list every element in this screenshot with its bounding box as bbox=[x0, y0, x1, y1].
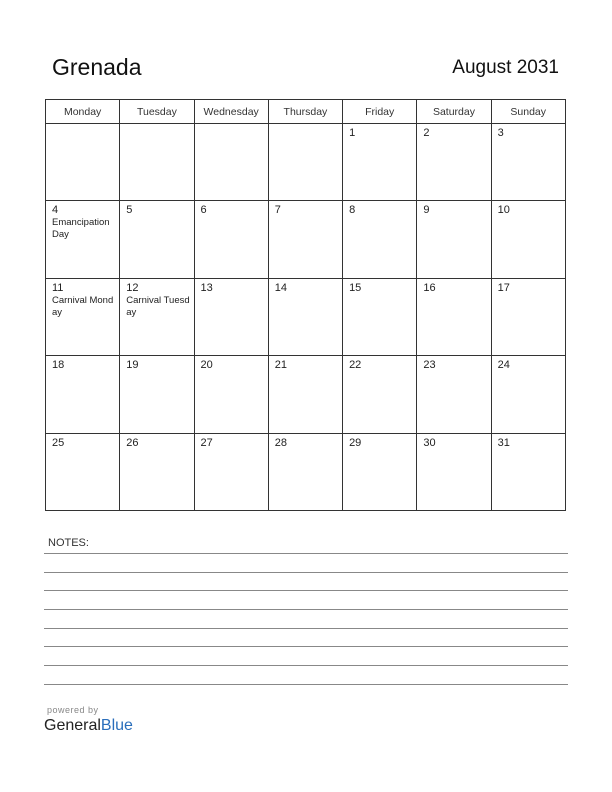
day-number: 26 bbox=[126, 436, 139, 449]
note-line bbox=[44, 646, 568, 647]
day-cell bbox=[120, 201, 194, 278]
day-cell bbox=[195, 356, 269, 433]
day-number: 24 bbox=[497, 359, 510, 372]
day-cell bbox=[417, 356, 491, 433]
note-line bbox=[44, 590, 568, 591]
day-cell bbox=[120, 434, 194, 511]
day-number: 8 bbox=[349, 204, 356, 217]
day-number: 4 bbox=[52, 204, 59, 217]
weekday-friday: Friday bbox=[343, 100, 417, 124]
day-cell bbox=[269, 356, 343, 433]
note-line bbox=[44, 553, 568, 554]
note-line bbox=[44, 609, 568, 610]
weekday-header-row bbox=[46, 100, 566, 124]
brand-logo bbox=[44, 717, 133, 735]
powered-by-text: powered by bbox=[47, 705, 99, 715]
day-cell bbox=[492, 124, 566, 201]
day-number: 6 bbox=[200, 204, 207, 217]
note-line bbox=[44, 572, 568, 573]
day-number: 2 bbox=[423, 127, 430, 139]
day-cell bbox=[46, 356, 120, 433]
day-cell bbox=[343, 201, 417, 278]
day-cell bbox=[269, 279, 343, 356]
day-cell bbox=[417, 279, 491, 356]
day-number: 18 bbox=[52, 359, 65, 372]
week-row bbox=[46, 201, 566, 278]
week-row bbox=[46, 434, 566, 511]
day-number: 22 bbox=[349, 359, 362, 372]
holiday-label: Emancipation Day bbox=[52, 217, 110, 241]
note-line bbox=[44, 684, 568, 685]
day-number: 19 bbox=[126, 359, 139, 372]
week-row bbox=[46, 356, 566, 433]
day-cell bbox=[417, 434, 491, 511]
calendar-grid bbox=[45, 99, 566, 511]
day-number: 30 bbox=[423, 436, 436, 449]
weekday-tuesday: Tuesday bbox=[120, 100, 194, 124]
day-cell bbox=[46, 434, 120, 511]
day-number: 12 bbox=[126, 281, 139, 294]
day-cell bbox=[46, 279, 120, 356]
day-number: 28 bbox=[274, 436, 288, 449]
holiday-label: Carnival Monday bbox=[52, 294, 114, 318]
day-number: 7 bbox=[274, 204, 281, 217]
week-row bbox=[46, 124, 566, 201]
day-cell bbox=[46, 124, 120, 201]
day-number: 25 bbox=[52, 436, 65, 449]
day-cell bbox=[492, 434, 566, 511]
day-number: 11 bbox=[52, 281, 64, 294]
day-cell bbox=[195, 279, 269, 356]
note-line bbox=[44, 665, 568, 666]
day-cell bbox=[343, 356, 417, 433]
day-cell bbox=[269, 124, 343, 201]
day-cell bbox=[492, 356, 566, 433]
day-number: 29 bbox=[349, 436, 362, 449]
day-cell bbox=[343, 124, 417, 201]
month-year: August 2031 bbox=[452, 57, 559, 78]
day-cell bbox=[269, 201, 343, 278]
day-cell bbox=[492, 279, 566, 356]
day-cell bbox=[195, 434, 269, 511]
day-number: 16 bbox=[423, 281, 436, 294]
day-cell bbox=[120, 124, 194, 201]
weekday-thursday: Thursday bbox=[269, 100, 343, 124]
day-number: 9 bbox=[423, 204, 430, 217]
day-number: 21 bbox=[274, 359, 288, 372]
brand-part-blue: Blue bbox=[100, 717, 133, 734]
day-number: 14 bbox=[274, 281, 288, 294]
weekday-saturday: Saturday bbox=[417, 100, 491, 124]
day-number: 17 bbox=[497, 281, 510, 294]
notes-label: NOTES: bbox=[48, 537, 89, 549]
note-line bbox=[44, 628, 568, 629]
day-cell bbox=[195, 124, 269, 201]
day-number: 10 bbox=[497, 204, 510, 217]
day-number: 31 bbox=[497, 436, 510, 449]
day-number: 13 bbox=[200, 281, 213, 294]
day-number: 23 bbox=[423, 359, 436, 372]
day-cell bbox=[417, 201, 491, 278]
day-number: 20 bbox=[200, 359, 213, 372]
day-number: 15 bbox=[349, 281, 362, 294]
day-number: 5 bbox=[126, 204, 133, 217]
day-cell bbox=[343, 279, 417, 356]
day-cell bbox=[417, 124, 491, 201]
weekday-monday: Monday bbox=[46, 100, 120, 124]
day-cell bbox=[492, 201, 566, 278]
day-cell bbox=[120, 279, 194, 356]
day-cell bbox=[46, 201, 120, 278]
country-title: Grenada bbox=[52, 54, 142, 80]
day-number: 3 bbox=[497, 127, 504, 139]
weekday-wednesday: Wednesday bbox=[195, 100, 269, 124]
weekday-sunday: Sunday bbox=[492, 100, 566, 124]
day-cell bbox=[195, 201, 269, 278]
day-number: 1 bbox=[349, 127, 356, 139]
day-number: 27 bbox=[200, 436, 213, 449]
day-cell bbox=[269, 434, 343, 511]
day-cell bbox=[120, 356, 194, 433]
holiday-label: Carnival Tuesday bbox=[126, 294, 190, 318]
week-row bbox=[46, 279, 566, 356]
day-cell bbox=[343, 434, 417, 511]
brand-part-general: General bbox=[44, 717, 101, 734]
